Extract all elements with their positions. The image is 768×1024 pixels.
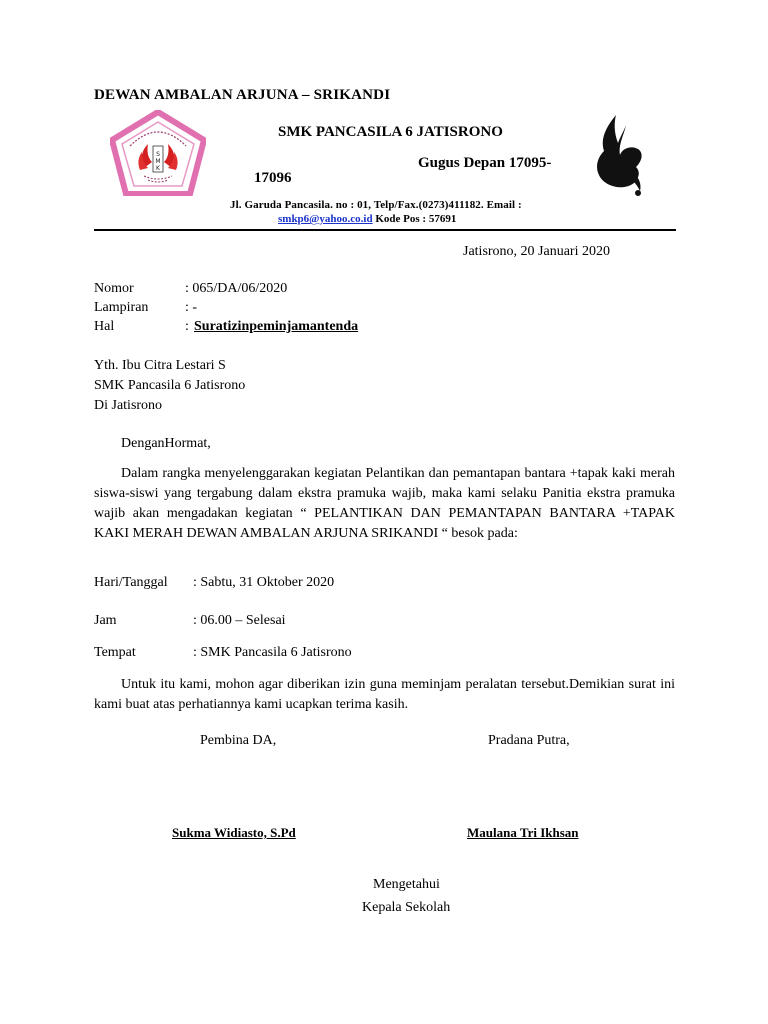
nomor-label: Nomor — [94, 281, 134, 296]
body-paragraph-2: Untuk itu kami, mohon agar diberikan izin guna meminjam peralatan tersebut.Demikian surat ini kami buat atas perhatiannya kami ucapkan terima kasih. — [94, 677, 675, 712]
nomor-value: : 065/DA/06/2020 — [185, 281, 288, 296]
header-divider — [94, 229, 676, 231]
pembina-title: Pembina DA, — [200, 733, 277, 748]
school-name: SMK PANCASILA 6 JATISRONO — [278, 124, 503, 140]
body-paragraph-1: Dalam rangka menyelenggarakan kegiatan Pelantikan dan pemantapan bantara +tapak kaki merah siswa-siswi yang tergabung dalam ekstra pramuka wajib, maka kami selaku Panitia ekstra pramuka wajib akan mengadakan kegiatan “ PELANTIKAN DAN PEMANTAPAN BANTARA +TAPAK KAKI MERAH DEWAN AMBALAN ARJUNA SRIKANDI “ besok pada: — [94, 466, 675, 541]
address-line: Jl. Garuda Pancasila. no : 01, Telp/Fax.(0273)411182. Email : — [230, 199, 522, 211]
lampiran-value: : - — [185, 300, 198, 315]
svg-text:K: K — [156, 165, 160, 172]
kepala-sekolah-label: Kepala Sekolah — [362, 900, 451, 915]
postal-code: Kode Pos : 57691 — [372, 213, 457, 225]
hal-value: Suratizinpeminjamantenda — [194, 319, 359, 334]
jam-label: Jam — [94, 613, 117, 628]
svg-text:S: S — [156, 151, 160, 158]
hari-tanggal-label: Hari/Tanggal — [94, 575, 168, 590]
hari-tanggal-value: : Sabtu, 31 Oktober 2020 — [193, 575, 335, 590]
tunas-kelapa-scout-icon — [590, 113, 646, 197]
tempat-label: Tempat — [94, 645, 136, 660]
email-link[interactable]: smkp6@yahoo.co.id — [278, 213, 373, 225]
greeting: DenganHormat, — [121, 436, 211, 451]
recipient-location: Di Jatisrono — [94, 398, 163, 413]
organization-title: DEWAN AMBALAN ARJUNA – SRIKANDI — [94, 87, 391, 103]
lampiran-label: Lampiran — [94, 300, 149, 315]
contact-line — [278, 213, 456, 225]
gugus-depan-line1: Gugus Depan 17095- — [418, 155, 552, 171]
smk-pentagon-logo-icon — [110, 110, 206, 196]
svg-text:M: M — [155, 158, 161, 165]
hal-label: Hal — [94, 319, 115, 334]
recipient-name: Yth. Ibu Citra Lestari S — [94, 358, 226, 373]
letter-date: Jatisrono, 20 Januari 2020 — [463, 244, 610, 259]
hal-colon: : — [185, 319, 189, 334]
jam-value: : 06.00 – Selesai — [193, 613, 286, 628]
tempat-value: : SMK Pancasila 6 Jatisrono — [193, 645, 352, 660]
pradana-name: Maulana Tri Ikhsan — [467, 825, 579, 840]
pradana-title: Pradana Putra, — [488, 733, 570, 748]
pembina-name: Sukma Widiasto, S.Pd — [172, 825, 296, 840]
gugus-depan-line2: 17096 — [254, 170, 292, 186]
mengetahui-label: Mengetahui — [373, 877, 440, 892]
recipient-school: SMK Pancasila 6 Jatisrono — [94, 378, 246, 393]
